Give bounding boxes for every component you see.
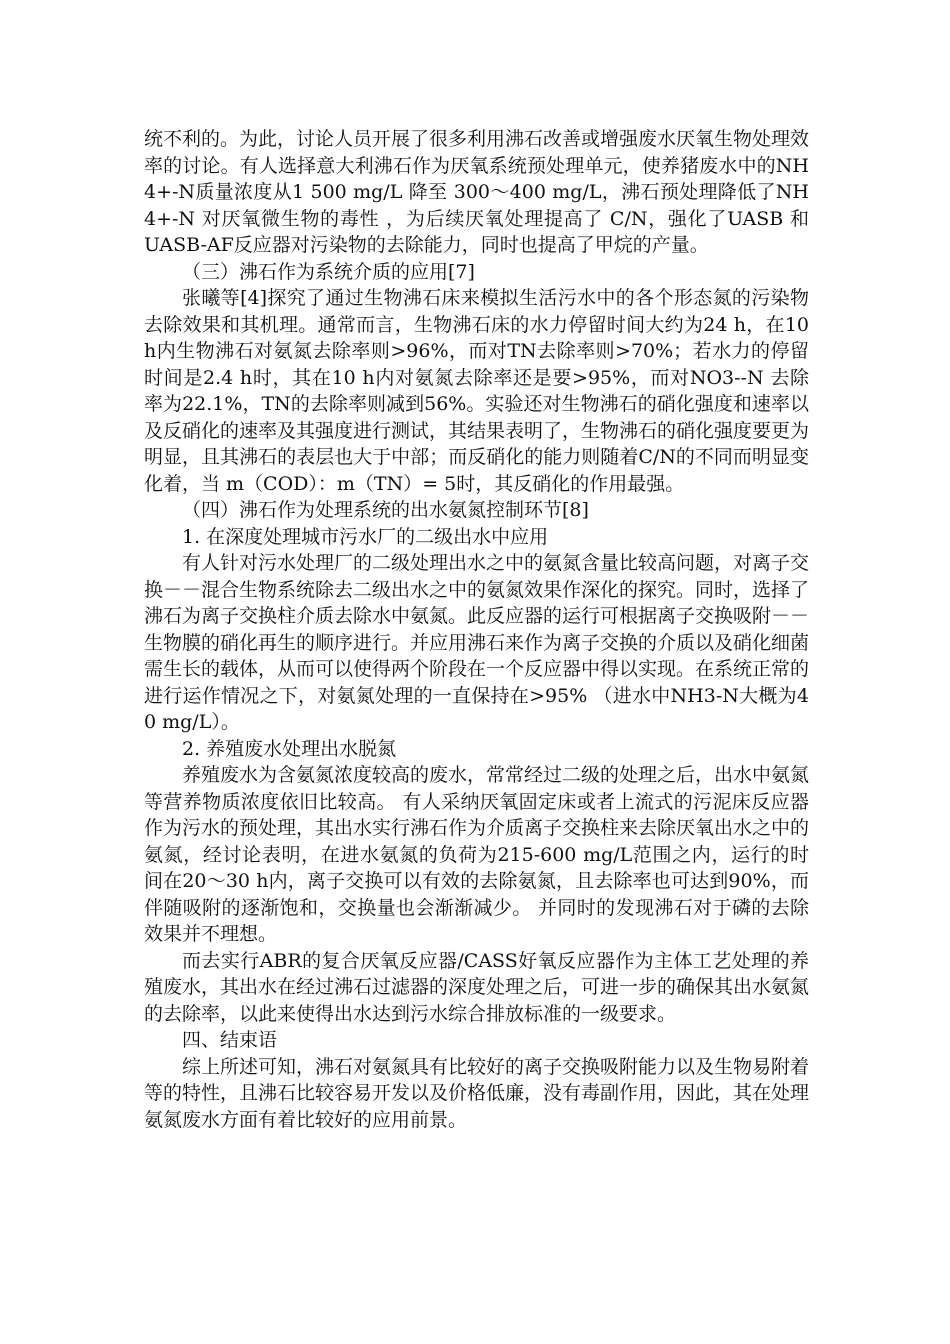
document-page <box>144 126 809 1133</box>
paragraph-conclusion: 综上所述可知，沸石对氨氮具有比较好的离子交换吸附能力以及生物易附着等的特性，且沸石比较容易开发以及价格低廉，没有毒副作用，因此，其在处理氨氮废水方面有着比较好的应用前景。 <box>144 1055 810 1131</box>
subheading-1: 1. 在深度处理城市污水厂的二级出水中应用 <box>182 525 549 548</box>
subheading-2: 2. 养殖废水处理出水脱氮 <box>182 737 397 760</box>
section-heading-3: （三）沸石作为系统介质的应用[7] <box>182 260 475 283</box>
paragraph-ion-exchange: 有人针对污水处理厂的二级处理出水之中的氨氮含量比较高问题，对离子交换－－混合生物系统除去二级出水之中的氨氮效果作深化的探究。同时，选择了沸石为离子交换柱介质去除水中氨氮。此反应器的运行可根据离子交换吸附－－生物膜的硝化再生的顺序进行。并应用沸石来作为离子交换的介质以及硝化细菌需生长的载体，从而可以使得两个阶段在一个反应器中得以实现。在系统正常的进行运作情况之下，对氨氮处理的一直保持在>95% （进水中NH3-N大概为40 mg/L）。 <box>144 552 810 733</box>
paragraph-zeolite-bed: 张曦等[4]探究了通过生物沸石床来模拟生活污水中的各个形态氮的污染物去除效果和其机理。通常而言，生物沸石床的水力停留时间大约为24 h，在10 h内生物沸石对氨氮去除率则>96%，而对TN去除率则>70%；若水力的停留时间是2.4 h时，其在10 h内对氨氮去除率还是要>95%，而对NO3--N 去除率为22.1%，TN的去除率则减到56%。实验还对生物沸石的硝化强度和速率以及反硝化的速率及其强度进行测试，其结果表明了，生物沸石的硝化强度要更为明显，且其沸石的表层也大于中部；而反硝化的能力则随着C/N的不同而明显变化着，当 m（COD）：m（TN）= 5时，其反硝化的作用最强。 <box>144 287 810 495</box>
paragraph-livestock-wastewater: 养殖废水为含氨氮浓度较高的废水，常常经过二级的处理之后，出水中氨氮等营养物质浓度依旧比较高。 有人采纳厌氧固定床或者上流式的污泥床反应器作为污水的预处理，其出水实行沸石作为介质离子交换柱来去除厌氧出水之中的氨氮，经讨论表明，在进水氨氮的负荷为215-600 mg/L范围之内，运行的时间在20～30 h内，离子交换可以有效的去除氨氮，且去除率也可达到90%，而伴随吸附的逐渐饱和，交换量也会渐渐减少。 并同时的发现沸石对于磷的去除效果并不理想。 <box>144 764 810 945</box>
paragraph-abr-cass: 而去实行ABR的复合厌氧反应器/CASS好氧反应器作为主体工艺处理的养殖废水，其出水在经过沸石过滤器的深度处理之后，可进一步的确保其出水氨氮的去除率，以此来使得出水达到污水综合排放标准的一级要求。 <box>144 949 810 1025</box>
section-heading-4: （四）沸石作为处理系统的出水氨氮控制环节[8] <box>182 499 589 521</box>
conclusion-heading: 四、结束语 <box>182 1029 278 1051</box>
paragraph-continued: 统不利的。为此，讨论人员开展了很多利用沸石改善或增强废水厌氧生物处理效率的讨论。有人选择意大利沸石作为厌氧系统预处理单元，使养猪废水中的NH4+-N质量浓度从1 500 mg/L 降至 300～400 mg/L，沸石预处理降低了NH4+-N 对厌氧微生物的毒性 ，为后续厌氧处理提高了 C/N，强化了UASB 和 UASB-AF反应器对污染物的去除能力，同时也提高了甲烷的产量。 <box>144 128 810 256</box>
